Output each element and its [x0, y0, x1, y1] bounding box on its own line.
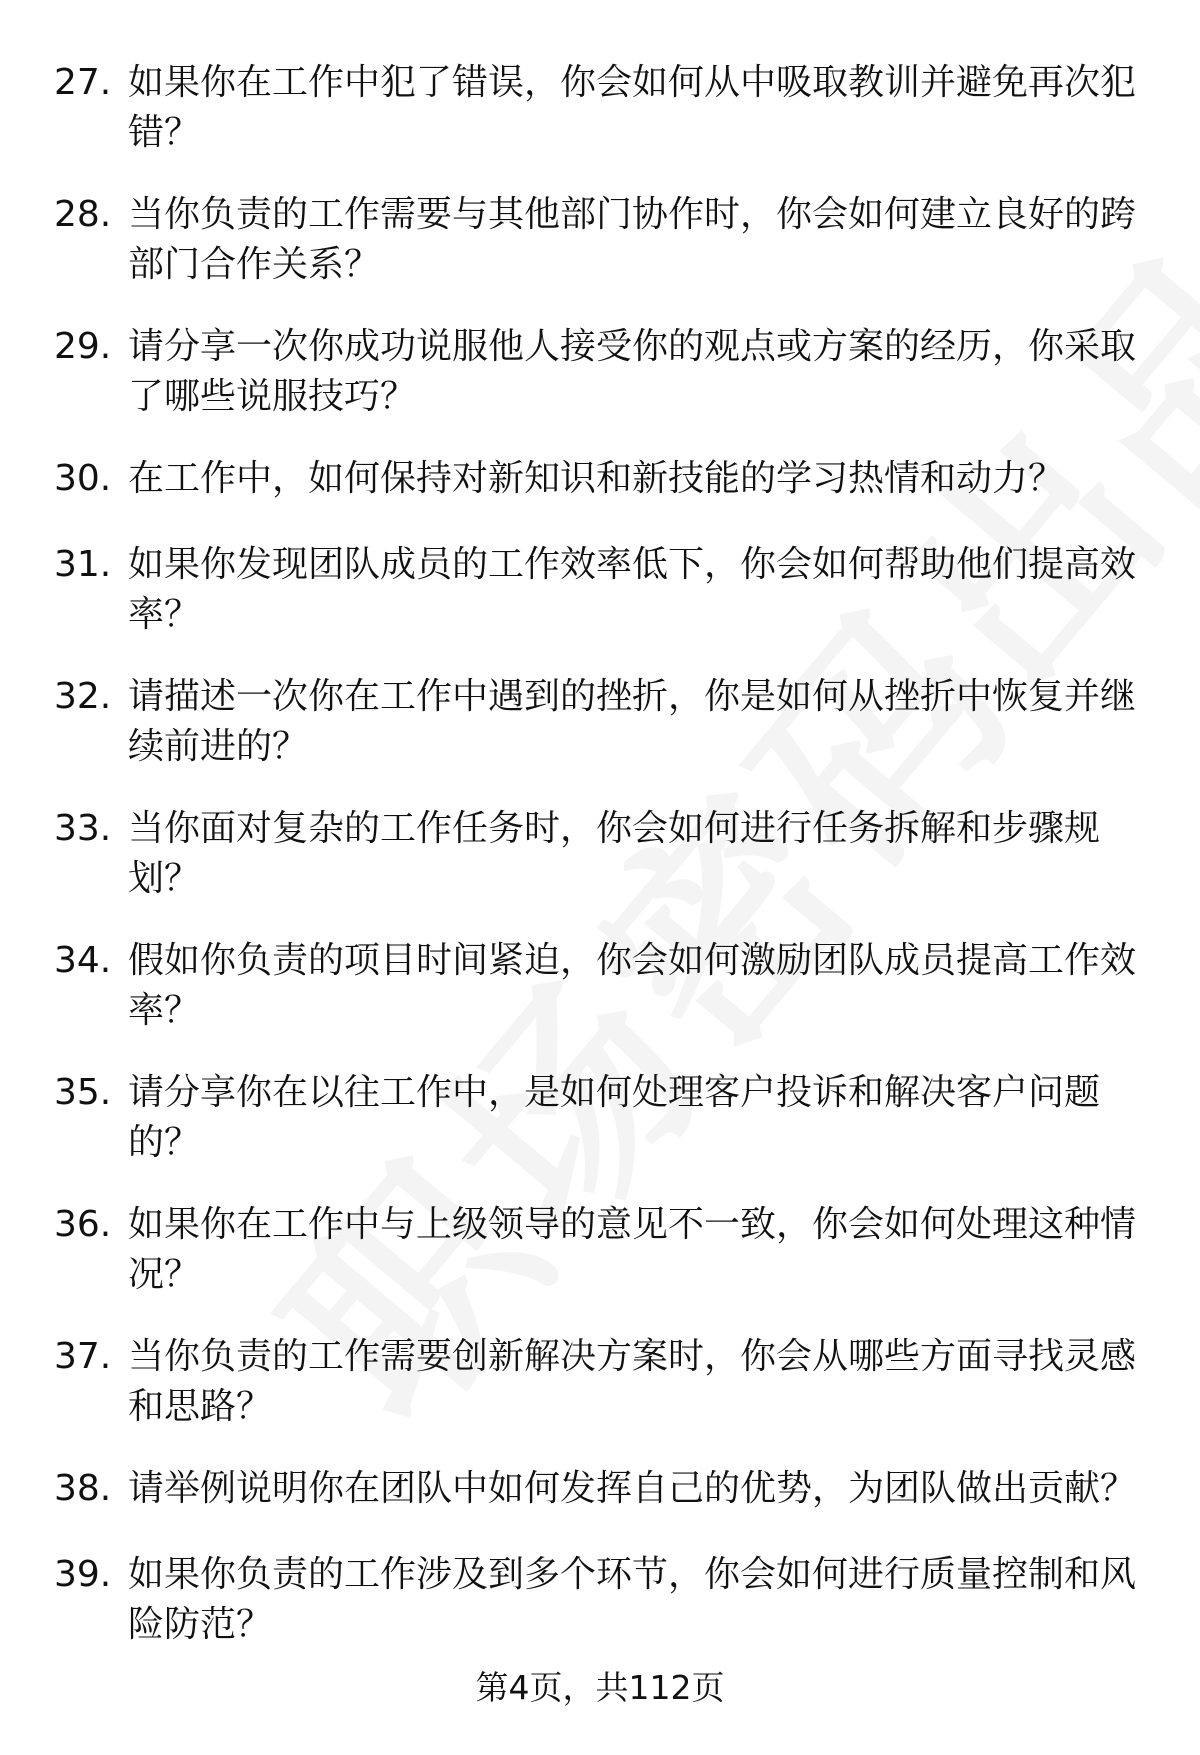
question-number: 31. [54, 544, 112, 585]
question-number: 38. [54, 1468, 112, 1509]
question-item [0, 540, 1200, 672]
page-footer: 第4页，共112页 [475, 1668, 725, 1707]
question-text: 请描述一次你在工作中遇到的挫折，你是如何从挫折中恢复并继续前进的？ [128, 676, 1137, 767]
question-item [0, 190, 1200, 322]
question-number: 37. [54, 1336, 112, 1377]
question-text: 请举例说明你在团队中如何发挥自己的优势，为团队做出贡献？ [128, 1468, 1137, 1509]
question-number: 29. [54, 326, 112, 367]
question-item [0, 1068, 1200, 1200]
question-number: 35. [54, 1072, 112, 1113]
question-item [0, 1200, 1200, 1332]
question-item [0, 1550, 1200, 1682]
question-text: 如果你在工作中与上级领导的意见不一致，你会如何处理这种情况？ [128, 1204, 1137, 1295]
question-item [0, 322, 1200, 454]
question-text: 如果你在工作中犯了错误，你会如何从中吸取教训并避免再次犯错？ [128, 62, 1137, 153]
question-list [0, 58, 1200, 1682]
question-item [0, 1464, 1200, 1550]
question-text: 请分享你在以往工作中，是如何处理客户投诉和解决客户问题的？ [128, 1072, 1101, 1163]
question-number: 39. [54, 1554, 112, 1595]
question-text: 如果你发现团队成员的工作效率低下，你会如何帮助他们提高效率？ [128, 544, 1137, 635]
question-number: 34. [54, 940, 112, 981]
question-number: 33. [54, 808, 112, 849]
question-text: 请分享一次你成功说服他人接受你的观点或方案的经历，你采取了哪些说服技巧？ [128, 326, 1137, 417]
question-item [0, 1332, 1200, 1464]
question-item [0, 936, 1200, 1068]
question-text: 在工作中，如何保持对新知识和新技能的学习热情和动力？ [128, 458, 1065, 499]
question-item [0, 454, 1200, 540]
question-number: 36. [54, 1204, 112, 1245]
question-item [0, 804, 1200, 936]
question-text: 假如你负责的项目时间紧迫，你会如何激励团队成员提高工作效率？ [128, 940, 1137, 1031]
question-number: 27. [54, 62, 112, 103]
question-text: 当你负责的工作需要创新解决方案时，你会从哪些方面寻找灵感和思路？ [128, 1336, 1137, 1427]
question-text: 如果你负责的工作涉及到多个环节，你会如何进行质量控制和风险防范？ [128, 1554, 1137, 1645]
question-text: 当你负责的工作需要与其他部门协作时，你会如何建立良好的跨部门合作关系？ [128, 194, 1137, 285]
question-number: 30. [54, 458, 112, 499]
question-text: 当你面对复杂的工作任务时，你会如何进行任务拆解和步骤规划？ [128, 808, 1101, 899]
question-item [0, 58, 1200, 190]
question-number: 32. [54, 676, 112, 717]
question-item [0, 672, 1200, 804]
question-number: 28. [54, 194, 112, 235]
